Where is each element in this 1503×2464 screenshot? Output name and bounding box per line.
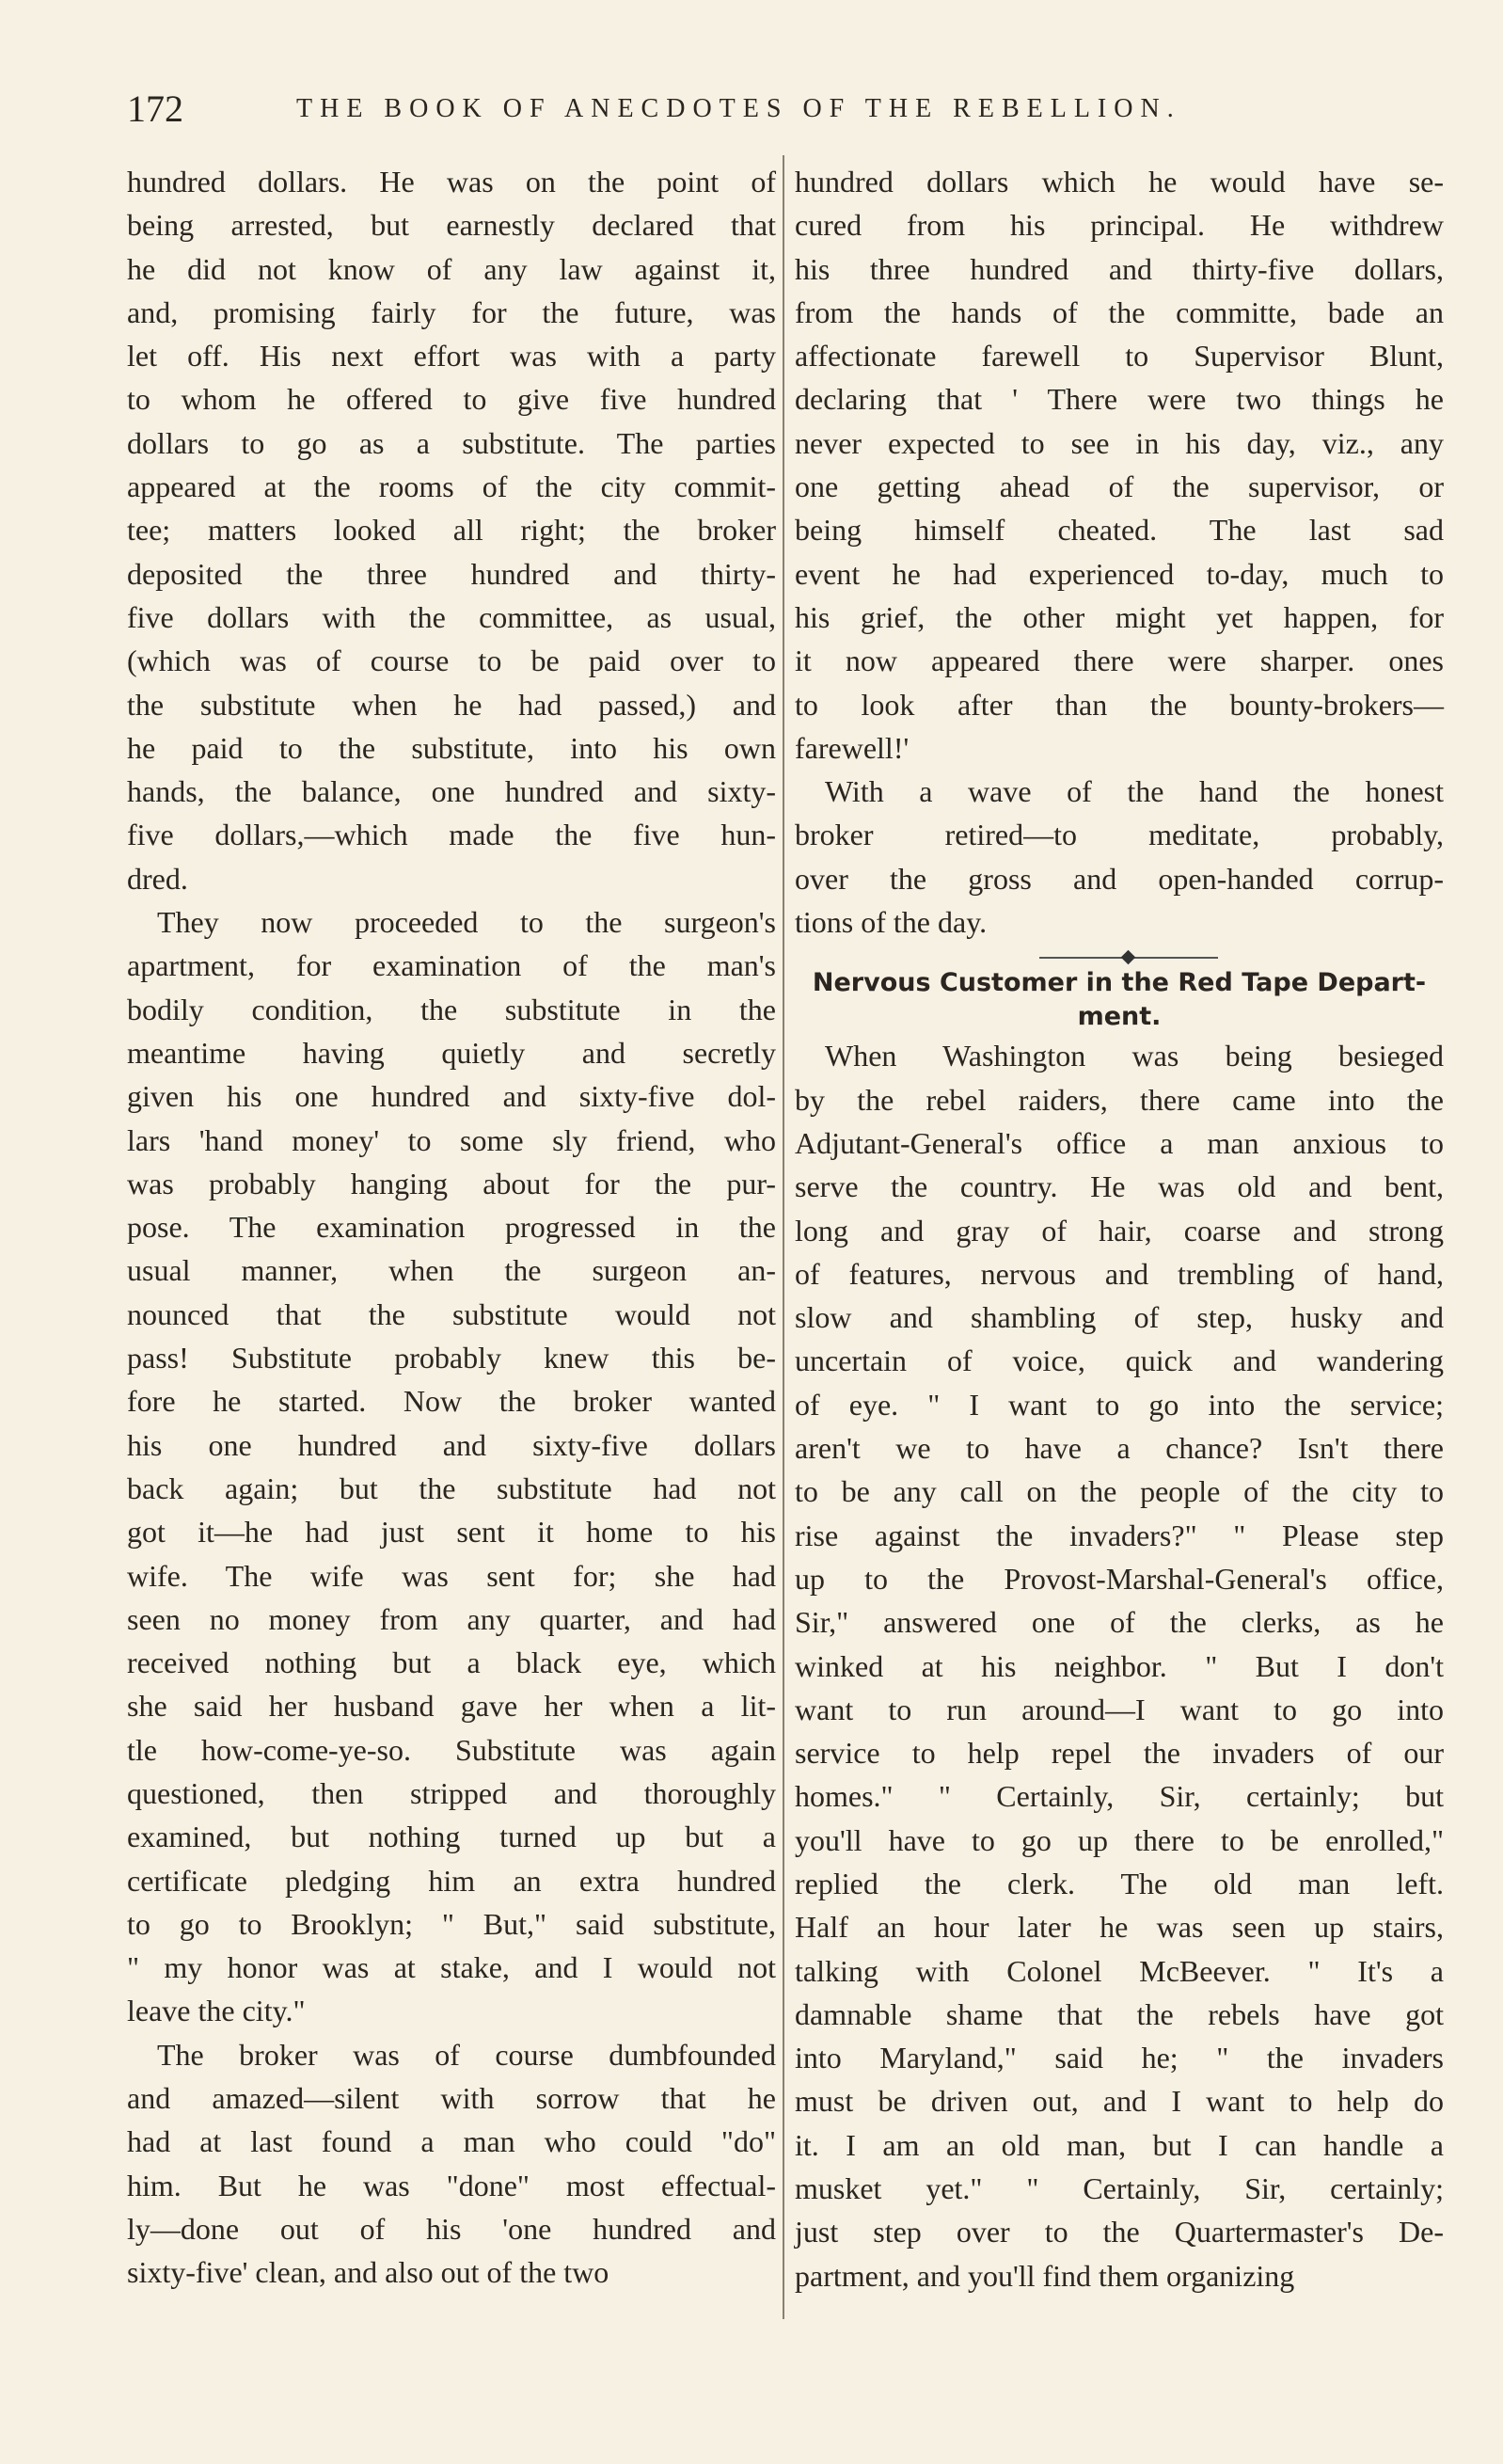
text-line: affectionate farewell to Supervisor Blunt, — [795, 339, 1444, 374]
text-line: to whom he offered to give five hundred — [127, 382, 776, 417]
text-line: event he had experienced to-day, much to — [795, 556, 1444, 591]
text-line: to look after than the bounty-brokers— — [795, 687, 1444, 722]
text-line: hands, the balance, one hundred and sixty- — [127, 774, 776, 809]
text-line: he did not know of any law against it, — [127, 251, 776, 286]
text-line: want to run around—I want to go into — [795, 1692, 1444, 1726]
text-line: got it—he had just sent it home to his — [127, 1515, 776, 1550]
text-line: from the hands of the committe, bade an — [795, 294, 1444, 329]
text-line: pose. The examination progressed in the — [127, 1210, 776, 1245]
text-line: being himself cheated. The last sad — [795, 513, 1444, 548]
text-line: five dollars with the committee, as usual, — [127, 599, 776, 634]
text-line: service to help repel the invaders of our — [795, 1736, 1444, 1771]
text-line: nounced that the substitute would not — [127, 1296, 776, 1331]
text-line: had at last found a man who could "do" — [127, 2124, 776, 2159]
text-line: questioned, then stripped and thoroughly — [127, 1775, 776, 1810]
right-column-part-b — [795, 1034, 1444, 2297]
text-line: leave the city." — [127, 1994, 306, 2028]
text-line: musket yet." " Certainly, Sir, certainly; — [795, 2171, 1444, 2206]
left-column — [127, 160, 776, 2295]
text-line: Half an hour later he was seen up stairs, — [795, 1910, 1444, 1945]
right-column-part-a — [795, 160, 1444, 944]
text-line: never expected to see in his day, viz., any — [795, 425, 1444, 460]
text-line: back again; but the substitute had not — [127, 1470, 776, 1505]
text-line: serve the country. He was old and bent, — [795, 1169, 1444, 1204]
right-column — [795, 160, 1444, 2297]
text-line: ly—done out of his 'one hundred and — [127, 2211, 776, 2246]
text-line: his grief, the other might yet happen, for — [795, 599, 1444, 634]
text-line: and amazed—silent with sorrow that he — [127, 2081, 776, 2116]
text-line: meantime having quietly and secretly — [127, 1035, 776, 1070]
text-line: up to the Provost-Marshal-General's office, — [795, 1561, 1444, 1596]
text-line: (which was of course to be paid over to — [127, 644, 776, 678]
text-line: must be driven out, and I want to help do — [795, 2084, 1444, 2119]
text-line: usual manner, when the surgeon an- — [127, 1253, 776, 1288]
text-line: him. But he was "done" most effectual- — [127, 2168, 776, 2202]
text-line: over the gross and open-handed corrup- — [795, 861, 1444, 896]
text-line: When Washington was being besieged — [825, 1039, 1444, 1073]
section-divider — [795, 947, 1444, 966]
text-line: With a wave of the hand the honest — [825, 774, 1444, 809]
text-line: by the rebel raiders, there came into the — [795, 1082, 1444, 1117]
text-line: of features, nervous and trembling of hand, — [795, 1256, 1444, 1291]
text-line: his one hundred and sixty-five dollars — [127, 1427, 776, 1462]
section-heading-line: ment. — [1077, 1002, 1162, 1032]
text-line: into Maryland," said he; " the invaders — [795, 2041, 1444, 2075]
page-number: 172 — [127, 87, 183, 130]
text-line: hundred dollars which he would have se- — [795, 165, 1444, 199]
running-title: THE BOOK OF ANECDOTES OF THE REBELLION. — [296, 94, 1181, 123]
section-heading-line: Nervous Customer in the Red Tape Depart- — [812, 968, 1427, 998]
text-line: given his one hundred and sixty-five dol- — [127, 1079, 776, 1114]
text-line: Sir," answered one of the clerks, as he — [795, 1605, 1444, 1640]
text-line: farewell!' — [795, 730, 910, 765]
text-line: certificate pledging him an extra hundred — [127, 1863, 776, 1898]
text-line: Adjutant-General's office a man anxious to — [795, 1125, 1444, 1160]
section-heading — [795, 966, 1444, 1034]
column-divider — [783, 155, 784, 2319]
text-line: slow and shambling of step, husky and — [795, 1300, 1444, 1335]
text-line: just step over to the Quartermaster's De- — [795, 2215, 1444, 2249]
text-line: to go to Brooklyn; " But," said substitute, — [127, 1906, 776, 1941]
text-line: it. I am an old man, but I can handle a — [795, 2127, 1444, 2162]
text-line: you'll have to go up there to be enrolled," — [795, 1822, 1444, 1857]
text-line: hundred dollars. He was on the point of — [127, 165, 776, 199]
text-line: The broker was of course dumbfounded — [157, 2037, 776, 2072]
text-line: damnable shame that the rebels have got — [795, 1996, 1444, 2031]
text-line: dollars to go as a substitute. The parties — [127, 425, 776, 460]
text-line: homes." " Certainly, Sir, certainly; but — [795, 1779, 1444, 1814]
text-line: long and gray of hair, coarse and strong — [795, 1213, 1444, 1248]
text-line: of eye. " I want to go into the service; — [795, 1387, 1444, 1422]
divider-ornament — [1121, 950, 1136, 965]
text-line: sixty-five' clean, and also out of the two — [127, 2255, 609, 2290]
text-line: " my honor was at stake, and I would not — [127, 1950, 776, 1985]
text-line: pass! Substitute probably knew this be- — [127, 1341, 776, 1375]
text-line: she said her husband gave her when a lit- — [127, 1689, 776, 1724]
text-line: talking with Colonel McBeever. " It's a — [795, 1953, 1444, 1988]
text-line: appeared at the rooms of the city commit- — [127, 469, 776, 504]
text-line: tle how-come-ye-so. Substitute was again — [127, 1732, 776, 1767]
text-line: was probably hanging about for the pur- — [127, 1166, 776, 1200]
text-line: tions of the day. — [795, 905, 988, 940]
text-line: tee; matters looked all right; the broker — [127, 513, 776, 548]
text-line: examined, but nothing turned up but a — [127, 1820, 776, 1854]
text-line: the substitute when he had passed,) and — [127, 687, 776, 722]
text-line: and, promising fairly for the future, was — [127, 294, 776, 329]
text-line: received nothing but a black eye, which — [127, 1645, 776, 1680]
text-line: uncertain of voice, quick and wandering — [795, 1343, 1444, 1378]
text-line: rise against the invaders?" " Please step — [795, 1518, 1444, 1552]
text-line: one getting ahead of the supervisor, or — [795, 469, 1444, 504]
text-line: to be any call on the people of the city to — [795, 1474, 1444, 1509]
text-line: his three hundred and thirty-five dollars, — [795, 251, 1444, 286]
text-line: declaring that ' There were two things he — [795, 382, 1444, 417]
text-line: cured from his principal. He withdrew — [795, 208, 1444, 243]
text-line: fore he started. Now the broker wanted — [127, 1384, 776, 1419]
text-line: let off. His next effort was with a party — [127, 339, 776, 374]
text-line: replied the clerk. The old man left. — [795, 1866, 1444, 1900]
page-header — [127, 87, 1274, 134]
text-line: aren't we to have a chance? Isn't there — [795, 1431, 1444, 1466]
text-line: They now proceeded to the surgeon's — [157, 905, 776, 940]
text-line: deposited the three hundred and thirty- — [127, 556, 776, 591]
text-line: it now appeared there were sharper. ones — [795, 644, 1444, 678]
text-line: five dollars,—which made the five hun- — [127, 818, 776, 852]
text-line: apartment, for examination of the man's — [127, 948, 776, 983]
text-line: partment, and you'll find them organizing — [795, 2258, 1295, 2293]
text-line: wife. The wife was sent for; she had — [127, 1558, 776, 1593]
text-line: bodily condition, the substitute in the — [127, 992, 776, 1026]
text-line: he paid to the substitute, into his own — [127, 730, 776, 765]
text-line: seen no money from any quarter, and had — [127, 1601, 776, 1636]
text-line: being arrested, but earnestly declared that — [127, 208, 776, 243]
text-line: winked at his neighbor. " But I don't — [795, 1648, 1444, 1683]
text-line: dred. — [127, 861, 188, 896]
text-line: lars 'hand money' to some sly friend, who — [127, 1122, 776, 1157]
text-line: broker retired—to meditate, probably, — [795, 818, 1444, 852]
